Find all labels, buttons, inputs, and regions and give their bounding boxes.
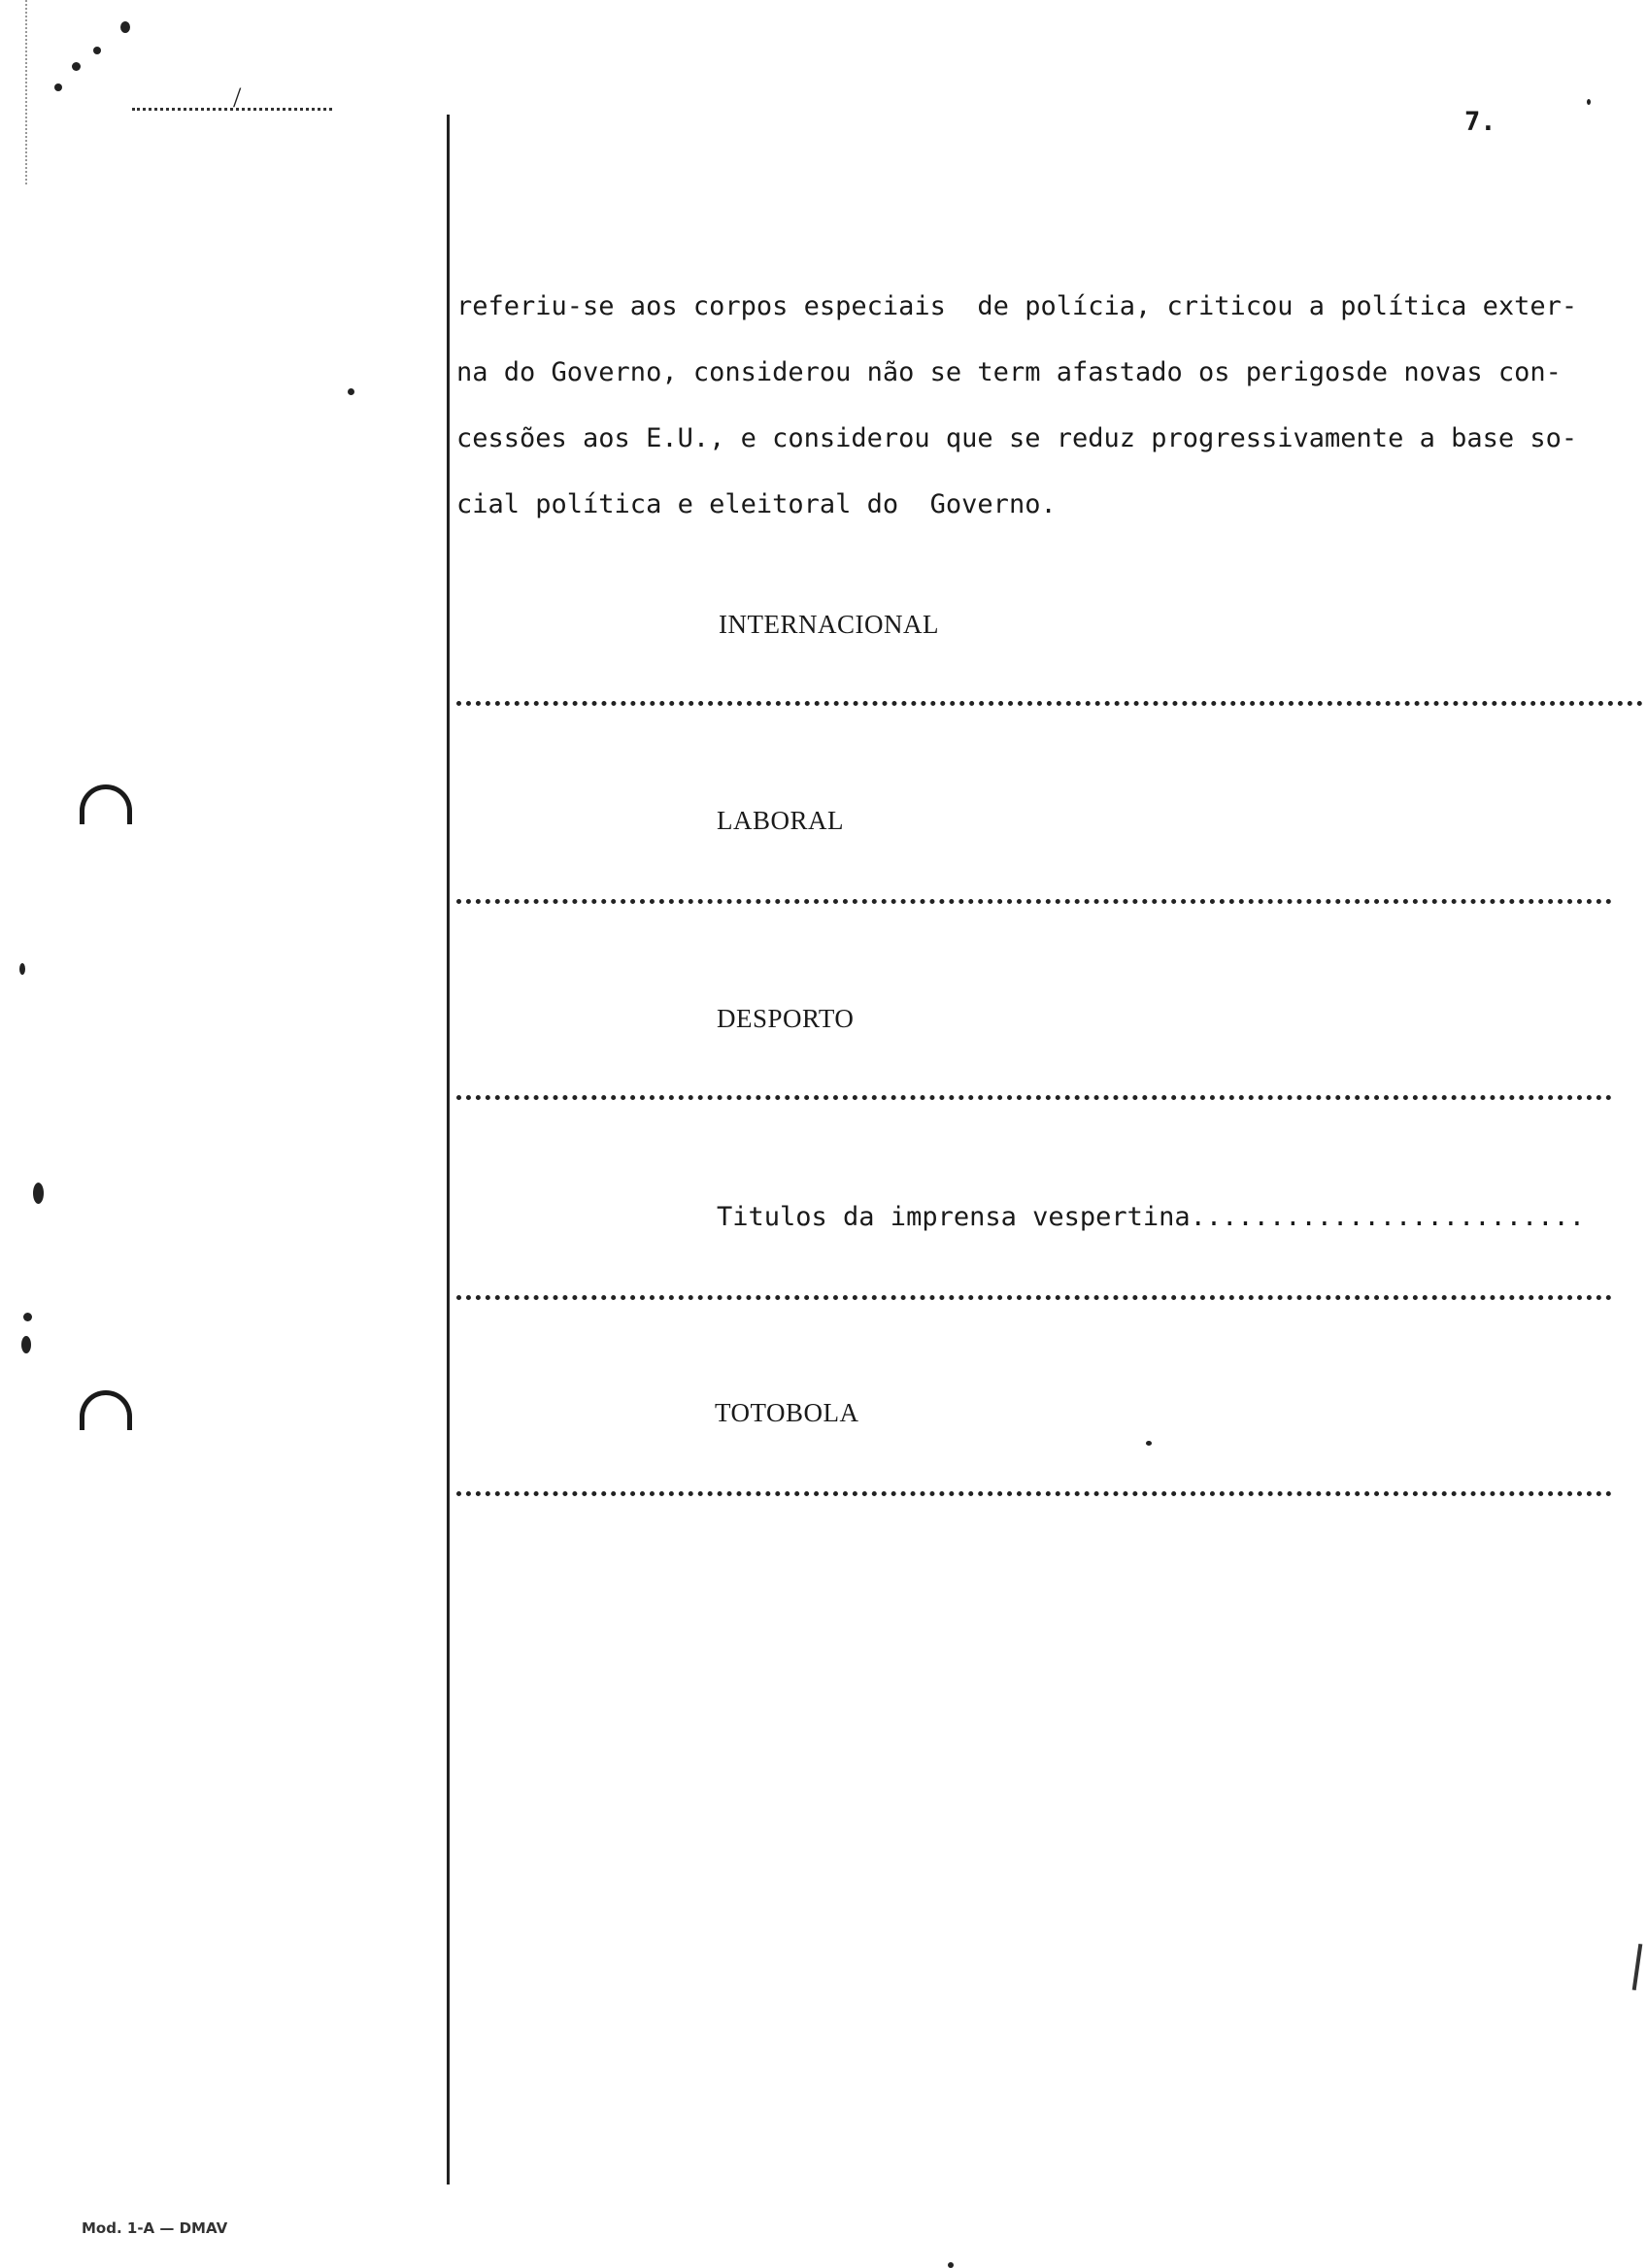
scan-speck <box>93 47 101 54</box>
scan-speck <box>948 2262 954 2268</box>
punch-hole-mark <box>80 784 132 824</box>
heading-internacional: INTERNACIONAL <box>719 610 939 639</box>
scan-edge-mark <box>1632 1944 1643 1990</box>
scan-speck <box>23 1313 32 1321</box>
heading-desporto: DESPORTO <box>717 1004 855 1033</box>
scan-speck <box>348 388 354 395</box>
date-slash: / <box>233 82 242 114</box>
dotted-rule-laboral <box>456 899 1612 904</box>
scan-speck <box>54 83 62 91</box>
margin-rule <box>447 115 450 2185</box>
page-number: 7. <box>1464 107 1496 137</box>
dotted-rule-totobola <box>456 1491 1612 1496</box>
date-field <box>132 82 332 114</box>
body-paragraph: referiu-se aos corpos especiais de polícia, criticou a política exter- na do Governo, considerou não se term afastado os perigosde novas con- cessões aos E.U., e considerou que se reduz progressivamente a base so- cial política e eleitoral do Governo. <box>456 291 1578 519</box>
scan-speck <box>33 1183 44 1204</box>
heading-totobola: TOTOBOLA <box>715 1398 859 1427</box>
scan-speck <box>1587 99 1591 105</box>
form-code: Mod. 1-A — DMAV <box>82 2219 228 2237</box>
scan-speck <box>120 21 130 33</box>
scan-speck <box>1146 1441 1152 1446</box>
date-dotted-line <box>132 108 332 111</box>
dotted-rule-desporto <box>456 1095 1612 1100</box>
dotted-rule-internacional <box>456 701 1643 706</box>
scan-speck <box>72 62 81 71</box>
scan-edge-mark <box>25 0 29 184</box>
punch-hole-mark <box>80 1390 132 1430</box>
heading-titulos-imprensa: Titulos da imprensa vespertina......................... <box>717 1202 1586 1232</box>
scan-speck <box>19 963 25 975</box>
heading-laboral: LABORAL <box>717 806 844 835</box>
scan-speck <box>21 1336 31 1353</box>
dotted-rule-titulos <box>456 1295 1612 1300</box>
